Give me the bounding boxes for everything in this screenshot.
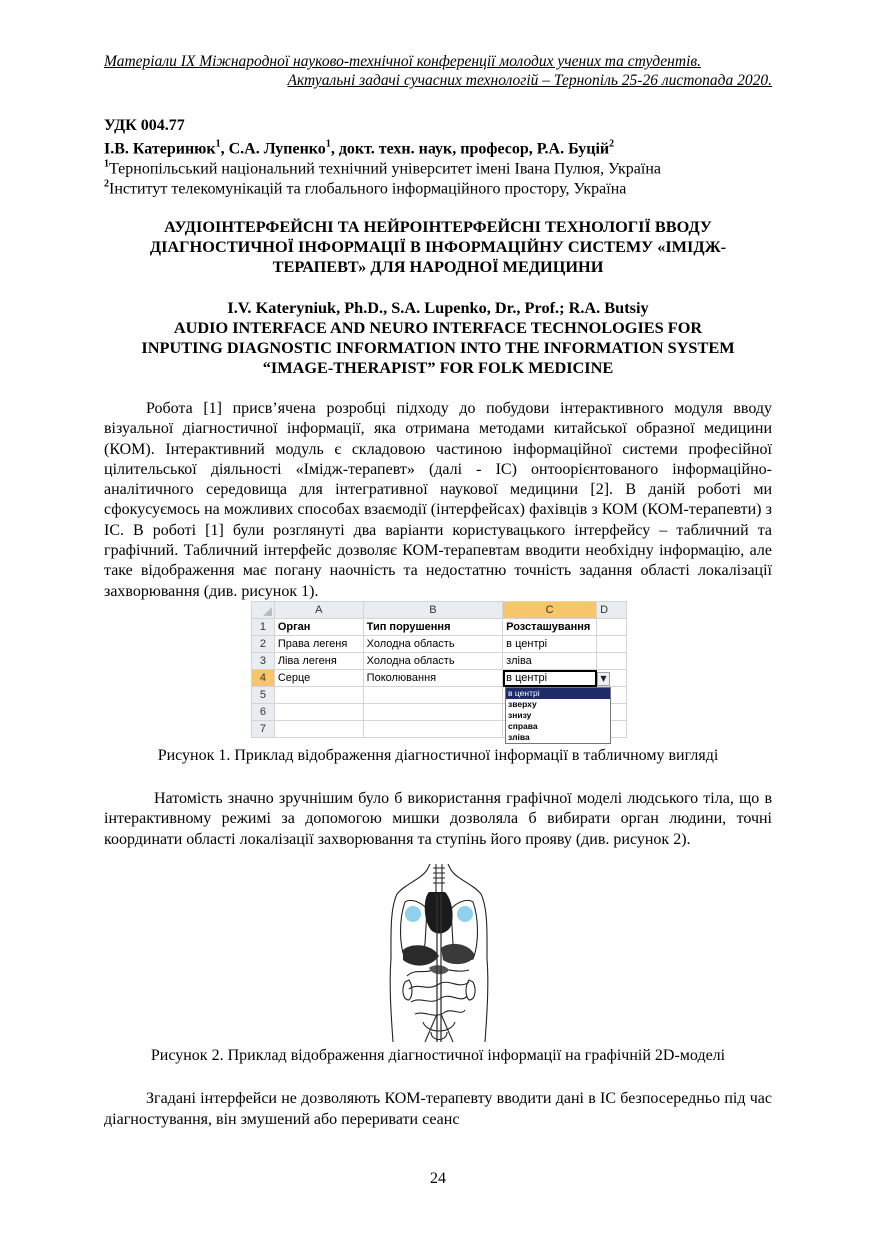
paragraph-1-text: Робота [1] присв’ячена розробці підходу до побудови інтерактивного модуля вводу візуальної діагностичної інформації, яка отримана методами китайської образної медицини (КОМ). Інтерактивний модуль є складовою частиною інформаційної системи професійної цілительської діяльності «Імідж-терапевт» (далі - ІС) онтоорієнтованого інформаційно-аналітичного середовища для інтегративної наукової медицини [2]. В даній роботі ми сфокусуємось на можливих способах взаємодії (інтерфейсах) фахівців з КОМ (КОМ-терапевти) з ІС. В роботі [1] були розглянуті два варіанти користувацького інтерфейсу – табличний та графічний. Табличний інтерфейс дозволяє КОМ-терапевтам вводити необхідну інформацію, але таке відображення має погану наочність та недостатню точність задання області локалізації захворювання (див. рисунок 1). xyxy=(104,400,772,600)
cell-b7[interactable] xyxy=(363,721,503,738)
cell-a7[interactable] xyxy=(274,721,363,738)
paragraph-2 xyxy=(104,789,772,850)
cell-b2[interactable]: Холодна область xyxy=(363,636,503,653)
title-ua-line-1: АУДІОІНТЕРФЕЙСНІ ТА НЕЙРОІНТЕРФЕЙСНІ ТЕХНОЛОГІЇ ВВОДУ xyxy=(164,217,712,236)
cell-d1[interactable] xyxy=(597,619,627,636)
cell-a2[interactable]: Права легеня xyxy=(274,636,363,653)
column-header-b[interactable]: B xyxy=(363,602,503,619)
cell-b4[interactable]: Поколювання xyxy=(363,670,503,687)
lung-spot-left-marker[interactable] xyxy=(457,906,473,922)
udc-code: УДК 004.77 xyxy=(104,117,185,134)
conference-header-line-2: Актуальні задачі сучасних технологій – Тернопіль 25-26 листопада 2020. xyxy=(287,72,772,89)
dropdown-option-bottom[interactable]: знизу xyxy=(508,710,532,720)
author-1-sup: 1 xyxy=(215,139,221,150)
cell-a3[interactable]: Ліва легеня xyxy=(274,653,363,670)
cell-b5[interactable] xyxy=(363,687,503,704)
paragraph-3-text: Згадані інтерфейси не дозволяють КОМ-терапевту вводити дані в ІС безпосередньо під час діагностування, він змушений або переривати сеанс xyxy=(104,1090,772,1128)
cell-b6[interactable] xyxy=(363,704,503,721)
figure-1-caption: Рисунок 1. Приклад відображення діагностичної інформації в табличному вигляді xyxy=(157,747,719,764)
cell-a4[interactable]: Серце xyxy=(274,670,363,687)
author-3-sup: 2 xyxy=(609,139,615,150)
dropdown-option-left[interactable]: зліва xyxy=(508,732,530,742)
row-header-6[interactable]: 6 xyxy=(252,704,275,721)
body-model-figure xyxy=(385,864,493,1044)
title-ua-line-3: ТЕРАПЕВТ» ДЛЯ НАРОДНОЇ МЕДИЦИНИ xyxy=(272,257,604,276)
cell-c1[interactable]: Розсташування xyxy=(503,619,597,636)
affiliation-1-text: Тернопільський національний технічний університет імені Івана Пулюя, Україна xyxy=(109,160,661,178)
affiliation-2-text: Інститут телекомунікацій та глобального інформаційного простору, Україна xyxy=(109,180,627,198)
author-rest: , докт. техн. наук, професор, Р.А. Буцій xyxy=(330,140,610,158)
cell-c4-active[interactable]: в центрі xyxy=(503,670,597,687)
dropdown-option-top[interactable]: зверху xyxy=(508,699,537,709)
cell-d3[interactable] xyxy=(597,653,627,670)
dropdown-arrow-button[interactable]: ▼ xyxy=(597,672,610,686)
dropdown-options-list xyxy=(505,687,611,744)
cell-b1[interactable]: Тип порушення xyxy=(363,619,503,636)
conference-header-line-1: Матеріали IX Міжнародної науково-технічної конференції молодих учених та студентів. xyxy=(104,53,701,70)
cell-c2[interactable]: в центрі xyxy=(503,636,597,653)
row-header-2[interactable]: 2 xyxy=(252,636,275,653)
row-header-4[interactable]: 4 xyxy=(252,670,275,687)
row-header-3[interactable]: 3 xyxy=(252,653,275,670)
cell-a1[interactable]: Орган xyxy=(274,619,363,636)
affiliation-2-num: 2 xyxy=(104,179,109,190)
column-header-c[interactable]: C xyxy=(503,602,597,619)
title-en-line-2: INPUTING DIAGNOSTIC INFORMATION INTO THE INFORMATION SYSTEM xyxy=(141,338,735,357)
dropdown-option-right[interactable]: справа xyxy=(508,721,538,731)
cell-a5[interactable] xyxy=(274,687,363,704)
affiliation-1-num: 1 xyxy=(104,159,109,170)
select-all-corner[interactable] xyxy=(252,602,275,619)
title-en-line-3: “IMAGE-THERAPIST” FOR FOLK MEDICINE xyxy=(262,358,614,377)
row-header-1[interactable]: 1 xyxy=(252,619,275,636)
title-en-line-1: AUDIO INTERFACE AND NEURO INTERFACE TECHNOLOGIES FOR xyxy=(173,318,703,337)
column-header-d[interactable]: D xyxy=(597,602,627,619)
page-number: 24 xyxy=(430,1170,446,1187)
column-header-a[interactable]: A xyxy=(274,602,363,619)
author-2: , С.А. Лупенко xyxy=(220,140,326,158)
row-header-5[interactable]: 5 xyxy=(252,687,275,704)
author-1: І.В. Катеринюк xyxy=(104,140,216,158)
authors-en: I.V. Kateryniuk, Ph.D., S.A. Lupenko, Dr., Prof.; R.A. Butsiy xyxy=(227,298,649,317)
row-header-7[interactable]: 7 xyxy=(252,721,275,738)
cell-d2[interactable] xyxy=(597,636,627,653)
cell-b3[interactable]: Холодна область xyxy=(363,653,503,670)
paragraph-3 xyxy=(104,1088,772,1130)
title-ua-line-2: ДІАГНОСТИЧНОЇ ІНФОРМАЦІЇ В ІНФОРМАЦІЙНУ СИСТЕМУ «ІМІДЖ- xyxy=(149,237,727,256)
author-2-sup: 1 xyxy=(325,139,331,150)
dropdown-option-center[interactable]: в центрі xyxy=(506,688,610,699)
lung-spot-right-marker[interactable] xyxy=(405,906,421,922)
paragraph-2-text: Натомість значно зручнішим було б використання графічної моделі людського тіла, що в інтерактивному режимі за допомогою мишки дозволяла б вибирати орган людини, точні координати області локалізації захворювання та ступінь його прояву (див. рисунок 2). xyxy=(104,790,772,848)
cell-a6[interactable] xyxy=(274,704,363,721)
cell-c3[interactable]: зліва xyxy=(503,653,597,670)
figure-2-caption: Рисунок 2. Приклад відображення діагностичної інформації на графічній 2D-моделі xyxy=(150,1047,726,1064)
paragraph-1 xyxy=(104,399,772,602)
affiliation-2 xyxy=(104,175,772,198)
